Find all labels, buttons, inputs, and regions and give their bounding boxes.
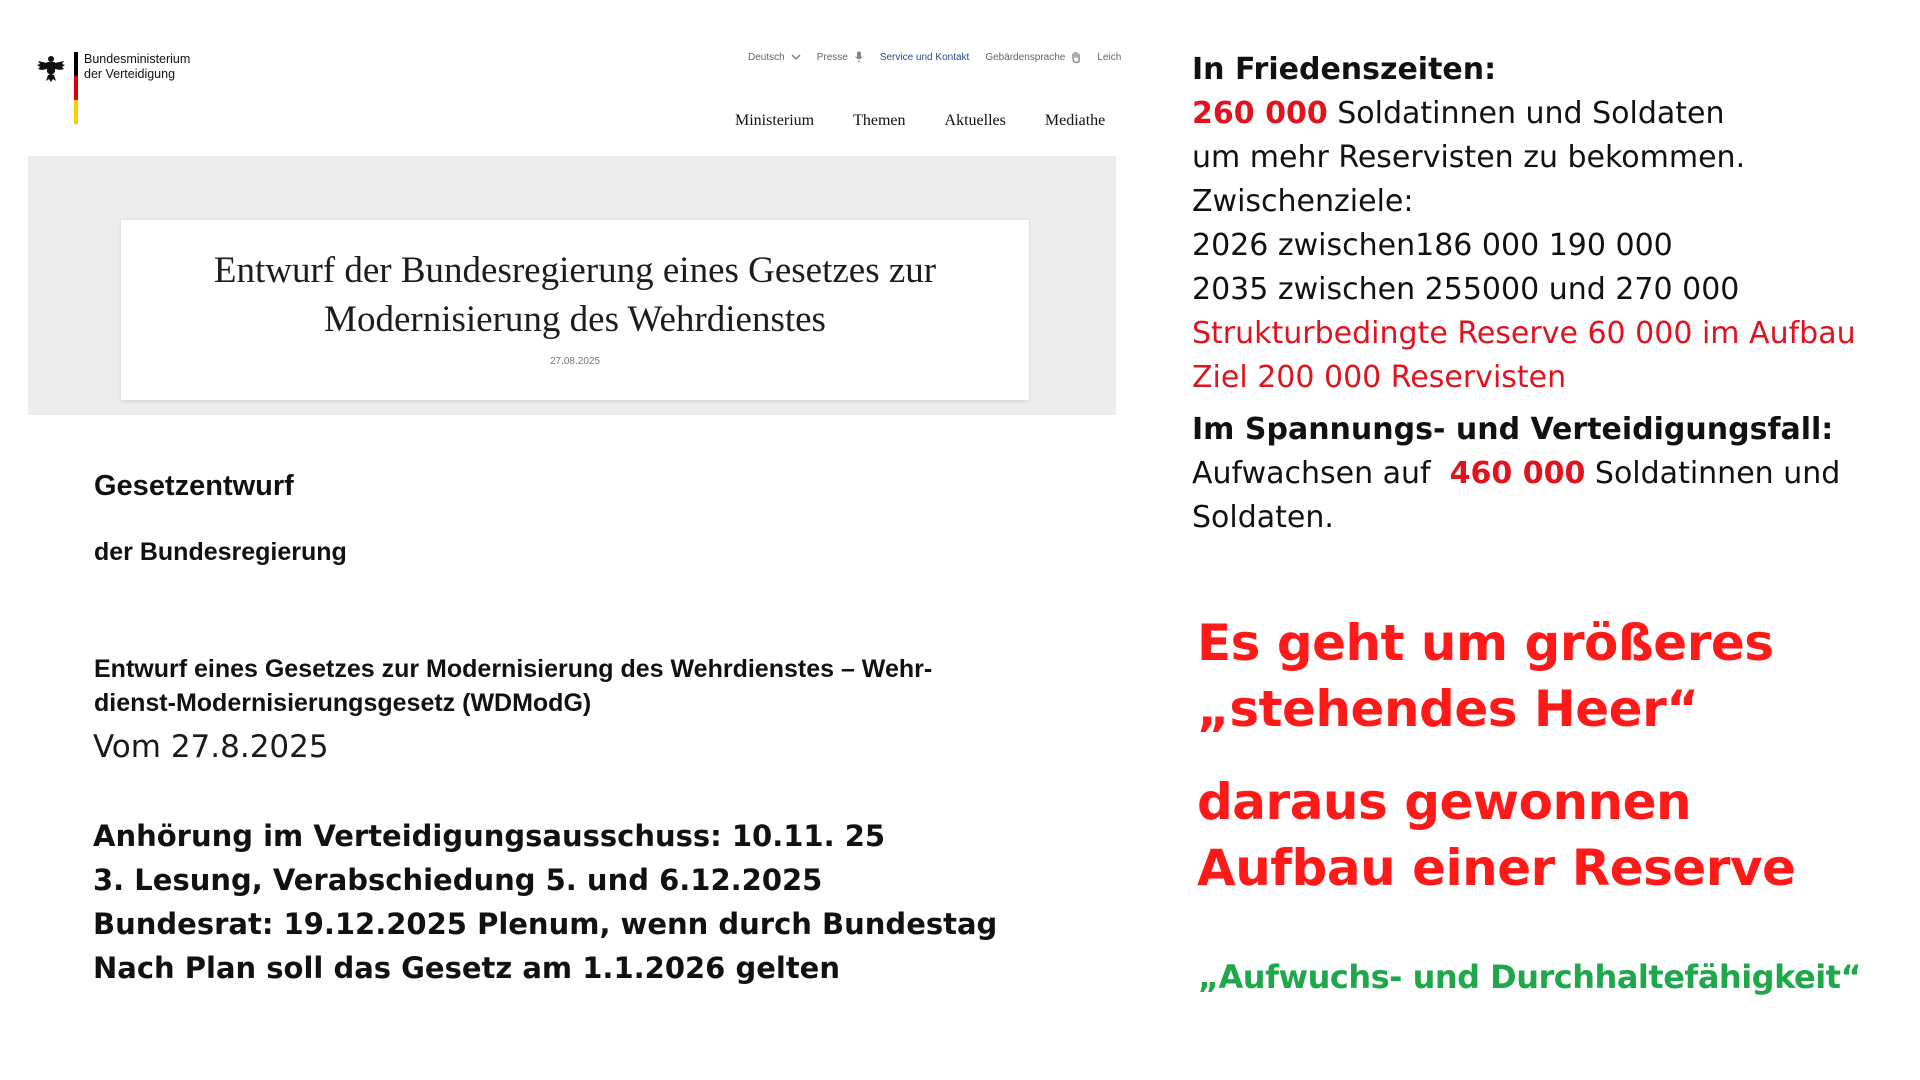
language-label: Deutsch <box>748 51 785 63</box>
interim-goals-label: Zwischenziele: <box>1192 184 1414 219</box>
reserve-structure-line: Strukturbedingte Reserve 60 000 im Aufbau <box>1192 316 1856 351</box>
easy-language-link[interactable] <box>1097 52 1121 63</box>
key-message-line2: „stehendes Heer“ <box>1197 680 1699 738</box>
flag-stripe-red <box>74 76 78 100</box>
nav-ministerium[interactable]: Ministerium <box>735 112 815 129</box>
peace-text: Soldatinnen und Soldaten <box>1327 96 1725 131</box>
press-link[interactable] <box>817 51 864 63</box>
reserve-goal-line: Ziel 200 000 Reservisten <box>1192 360 1567 395</box>
key-message-line4: Aufbau einer Reserve <box>1197 839 1796 897</box>
hand-icon <box>1071 51 1081 63</box>
tension-strength-line <box>1192 452 1892 496</box>
ministry-logo[interactable] <box>36 52 190 124</box>
language-selector[interactable] <box>748 51 801 63</box>
schedule-effective-date: Nach Plan soll das Gesetz am 1.1.2026 gelten <box>93 951 840 985</box>
ministry-name-line2: der Verteidigung <box>84 67 176 81</box>
goal-2026: 2026 zwischen186 000 190 000 <box>1192 228 1673 263</box>
nav-mediathek[interactable]: Mediathe <box>1044 112 1106 129</box>
document-law-title <box>94 652 1104 720</box>
law-title-line2: dienst-Modernisierungsgesetz (WDModG) <box>94 689 592 717</box>
peace-purpose-line: um mehr Reservisten zu bekommen. <box>1192 140 1746 175</box>
flag-stripe-black <box>74 52 78 76</box>
schedule-hearing: Anhörung im Verteidigungsausschuss: 10.11. 25 <box>93 819 886 853</box>
document-heading: Gesetzentwurf <box>94 470 294 502</box>
troop-strength-summary <box>1192 48 1892 540</box>
tension-strength-line2: Soldaten. <box>1192 500 1334 535</box>
flag-stripe-gold <box>74 100 78 124</box>
service-contact-link[interactable] <box>880 52 970 63</box>
goal-2035: 2035 zwischen 255000 und 270 000 <box>1192 272 1740 307</box>
main-navigation <box>735 112 1144 130</box>
peace-strength-line <box>1192 92 1892 136</box>
ministry-name <box>84 52 190 82</box>
peace-number: 260 000 <box>1192 96 1328 131</box>
legislative-schedule <box>93 814 997 990</box>
law-title-line1: Entwurf eines Gesetzes zur Modernisierung des Wehrdienstes – Wehr- <box>94 655 933 683</box>
service-contact-label: Service und Kontakt <box>879 51 970 63</box>
press-label: Presse <box>816 51 848 63</box>
key-message <box>1197 610 1795 901</box>
document-subheading: der Bundesregierung <box>94 538 347 566</box>
nav-themen[interactable]: Themen <box>853 112 906 129</box>
article-header-card <box>121 220 1029 400</box>
ministry-website-screenshot <box>28 40 1122 415</box>
key-message-line3: daraus gewonnen <box>1197 773 1692 831</box>
peace-heading: In Friedenszeiten: <box>1192 52 1497 87</box>
document-date: Vom 27.8.2025 <box>93 729 329 765</box>
schedule-bundesrat: Bundesrat: 19.12.2025 Plenum, wenn durch Bundestag <box>93 907 998 941</box>
german-flag-bar <box>74 52 78 124</box>
nav-aktuelles[interactable]: Aktuelles <box>944 112 1006 129</box>
tension-suffix: Soldatinnen und <box>1585 456 1841 491</box>
tension-prefix: Aufwachsen auf <box>1192 456 1450 491</box>
sign-language-label: Gebärdensprache <box>985 51 1066 63</box>
hero-banner <box>28 156 1116 415</box>
easy-language-label: Leich <box>1097 51 1122 63</box>
top-utility-nav <box>748 51 1137 63</box>
sign-language-link[interactable] <box>985 51 1081 63</box>
microphone-icon <box>854 51 864 63</box>
tension-heading: Im Spannungs- und Verteidigungsfall: <box>1192 412 1834 447</box>
schedule-third-reading: 3. Lesung, Verabschiedung 5. und 6.12.2025 <box>93 863 823 897</box>
capability-slogan: „Aufwuchs- und Durchhaltefähigkeit“ <box>1198 958 1861 996</box>
article-date: 27.08.2025 <box>549 356 601 367</box>
article-title <box>121 246 1029 344</box>
tension-number: 460 000 <box>1449 456 1586 491</box>
federal-eagle-icon <box>36 53 66 83</box>
article-title-line1: Entwurf der Bundesregierung eines Gesetzes zur <box>213 250 937 291</box>
ministry-name-line1: Bundesministerium <box>84 52 191 66</box>
chevron-down-icon <box>791 51 801 63</box>
article-title-line2: Modernisierung des Wehrdienstes <box>324 299 826 340</box>
key-message-line1: Es geht um größeres <box>1197 614 1774 672</box>
